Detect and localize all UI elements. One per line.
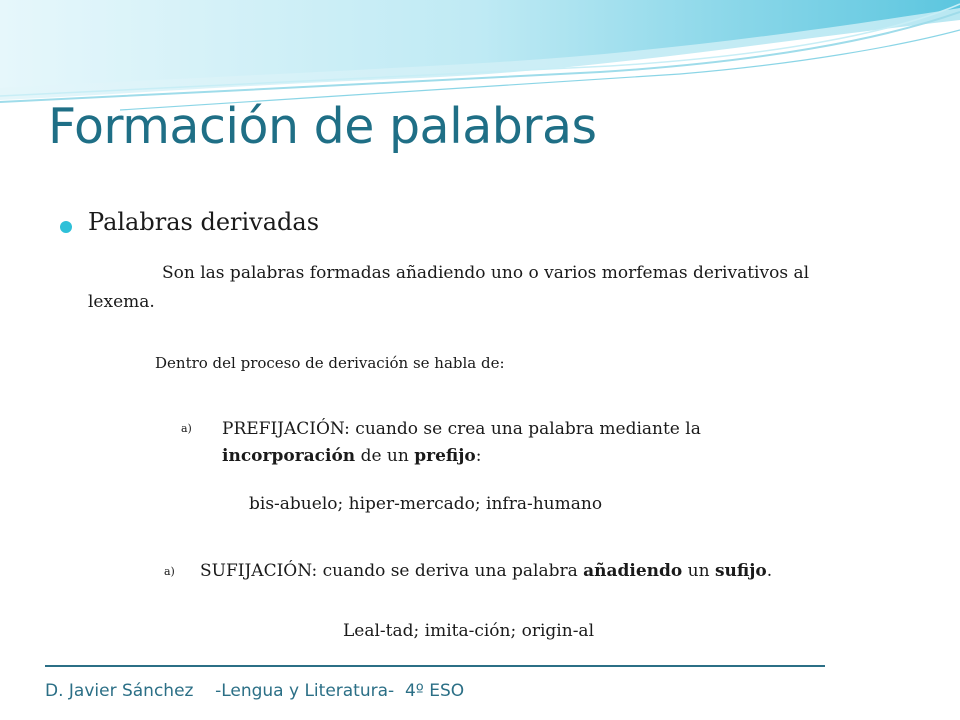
sufijacion-lead: SUFIJACIÓN: cuando se deriva una palabra: [200, 561, 584, 581]
bullet-icon: [60, 221, 72, 233]
footer-text: D. Javier Sánchez -Lengua y Literatura- 4º ESO: [45, 681, 465, 701]
sufijacion-bold-sufijo: sufijo: [714, 561, 767, 581]
prefijacion-bold-prefijo: prefijo: [414, 446, 476, 466]
sufijacion-bold-anadiendo: añadiendo: [583, 561, 683, 581]
prefijacion-bold-incorporacion: incorporación: [222, 446, 356, 466]
definition-paragraph: Son las palabras formadas añadiendo uno o varios morfemas derivativos al lexema.: [88, 263, 810, 312]
sufijacion-item: [200, 558, 850, 585]
prefijacion-item: [222, 416, 832, 470]
sufijacion-examples: Leal-tad; imita-ción; origin-al: [343, 621, 595, 641]
sufijacion-mid: un: [682, 561, 710, 581]
sufijacion-end: .: [766, 561, 773, 581]
prefijacion-mid: de un: [355, 446, 415, 466]
list-marker-prefijacion: a): [181, 422, 192, 435]
list-marker-sufijacion: a): [164, 565, 175, 578]
prefijacion-examples: bis-abuelo; hiper-mercado; infra-humano: [249, 494, 603, 514]
bullet-heading: Palabras derivadas: [88, 208, 320, 236]
derivation-intro: Dentro del proceso de derivación se habla de:: [155, 354, 505, 372]
slide-title: Formación de palabras: [48, 98, 597, 155]
prefijacion-lead: PREFIJACIÓN: cuando se crea una palabra mediante la: [222, 419, 701, 439]
prefijacion-end: :: [475, 446, 482, 466]
footer-divider: [45, 665, 825, 667]
